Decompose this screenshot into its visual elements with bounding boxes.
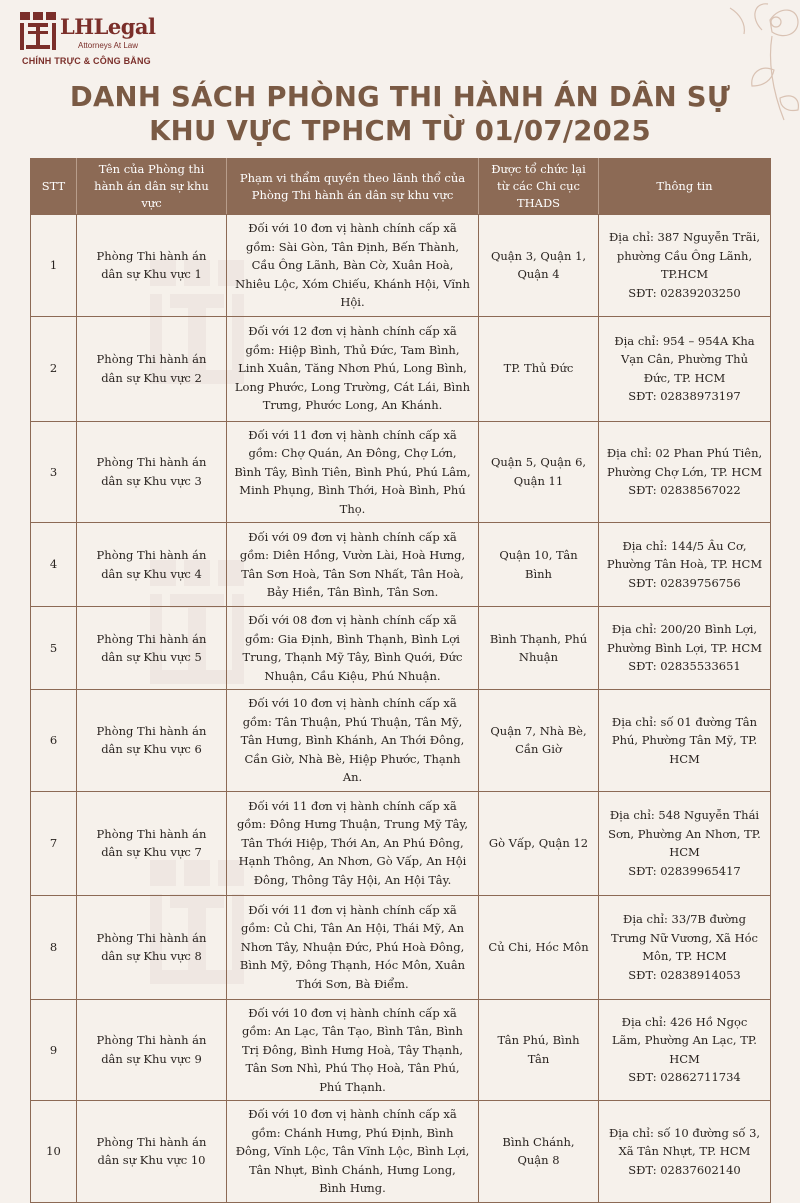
table-row [31,523,771,607]
cell-from: Quận 7, Nhà Bè, Cần Giờ [479,690,599,792]
header-name: Tên của Phòng thi hành án dân sự khu vực [77,159,227,215]
cell-from: Gò Vấp, Quận 12 [479,791,599,895]
lh-logo-icon [20,12,56,50]
cell-from: Tân Phú, Bình Tân [479,999,599,1101]
info-phone: SĐT: 02838914053 [628,967,741,982]
table-header-row [31,159,771,215]
info-phone: SĐT: 02839203250 [628,285,741,300]
brand-subtitle: Attorneys At Law [78,41,139,50]
info-phone: SĐT: 02835533651 [628,659,741,674]
cell-stt: 10 [31,1101,77,1203]
cell-name: Phòng Thi hành án dân sự Khu vực 8 [77,895,227,999]
header-stt: STT [31,159,77,215]
cell-scope: Đối với 10 đơn vị hành chính cấp xã gồm: Sài Gòn, Tân Định, Bến Thành, Cầu Ông Lãnh, Bàn Cờ, Xuân Hoà, Nhiêu Lộc, Xóm Chiếu, Khánh Hội, Vĩnh Hội. [227,215,479,317]
cell-info [599,1101,771,1203]
info-address: Địa chỉ: 387 Nguyễn Trãi, phường Cầu Ông Lãnh, TP.HCM [609,230,760,282]
table-row [31,999,771,1101]
info-address: Địa chỉ: số 01 đường Tân Phú, Phường Tân Mỹ, TP. HCM [611,714,758,766]
cell-name: Phòng Thi hành án dân sự Khu vực 6 [77,690,227,792]
cell-info [599,215,771,317]
cell-stt: 7 [31,791,77,895]
brand-name: LHLegal [60,14,156,39]
cell-stt: 4 [31,523,77,607]
info-address: Địa chỉ: 02 Phan Phú Tiên, Phường Chợ Lớn, TP. HCM [606,446,763,479]
brand-slogan: CHÍNH TRỰC & CÔNG BẰNG [22,56,151,66]
info-phone: SĐT: 02838973197 [628,389,741,403]
cell-stt: 6 [31,690,77,792]
cell-from: Quận 5, Quận 6, Quận 11 [479,421,599,523]
cell-info [599,791,771,895]
table-row [31,690,771,792]
cell-stt: 1 [31,215,77,317]
cell-stt: 3 [31,421,77,523]
info-phone: SĐT: 02838567022 [628,483,741,497]
table-row [31,607,771,690]
table-row [31,316,771,421]
cell-info [599,895,771,999]
cell-scope: Đối với 09 đơn vị hành chính cấp xã gồm: Diên Hồng, Vườn Lài, Hoà Hưng, Tân Sơn Hoà, Tân Sơn Nhất, Tân Hoà, Bảy Hiền, Tân Bình, Tân Sơn. [227,523,479,607]
info-phone: SĐT: 02839965417 [628,863,741,878]
table-row [31,895,771,999]
table-row [31,1101,771,1203]
cell-name: Phòng Thi hành án dân sự Khu vực 3 [77,421,227,523]
cell-stt: 5 [31,607,77,690]
cell-scope: Đối với 11 đơn vị hành chính cấp xã gồm: Đông Hưng Thuận, Trung Mỹ Tây, Tân Thới Hiệp, Thới An, An Phú Đông, Hạnh Thông, An Nhơn, Gò Vấp, An Hội Đông, Thông Tây Hội, An Hội Tây. [227,791,479,895]
info-address: Địa chỉ: 200/20 Bình Lợi, Phường Bình Lợi, TP. HCM [606,622,763,655]
info-address: Địa chỉ: 144/5 Âu Cơ, Phường Tân Hoà, TP. HCM [606,538,763,572]
cell-scope: Đối với 11 đơn vị hành chính cấp xã gồm: Chợ Quán, An Đông, Chợ Lớn, Bình Tây, Bình Tiên, Bình Phú, Phú Lâm, Minh Phụng, Bình Thới, Hoà Bình, Phú Thọ. [227,421,479,523]
table-row [31,421,771,523]
title-line-1: DANH SÁCH PHÒNG THI HÀNH ÁN DÂN SỰ [69,81,731,113]
cell-info [599,523,771,607]
cell-name: Phòng Thi hành án dân sự Khu vực 1 [77,215,227,317]
cell-scope: Đối với 11 đơn vị hành chính cấp xã gồm: Củ Chi, Tân An Hội, Thái Mỹ, An Nhơn Tây, Nhuận Đức, Phú Hoà Đông, Bình Mỹ, Đông Thạnh, Hóc Môn, Xuân Thới Sơn, Bà Điểm. [227,895,479,999]
cell-scope: Đối với 08 đơn vị hành chính cấp xã gồm: Gia Định, Bình Thạnh, Bình Lợi Trung, Thạnh Mỹ Tây, Bình Quới, Đức Nhuận, Cầu Kiệu, Phú Nhuận. [227,607,479,690]
cell-name: Phòng Thi hành án dân sự Khu vực 10 [77,1101,227,1203]
header-info: Thông tin [599,159,771,215]
cell-scope: Đối với 10 đơn vị hành chính cấp xã gồm: Tân Thuận, Phú Thuận, Tân Mỹ, Tân Hưng, Bình Khánh, An Thới Đông, Cần Giờ, Nhà Bè, Hiệp Phước, Thạnh An. [227,690,479,792]
cell-name: Phòng Thi hành án dân sự Khu vực 5 [77,607,227,690]
cell-from: TP. Thủ Đức [479,316,599,421]
cell-name: Phòng Thi hành án dân sự Khu vực 2 [77,316,227,421]
cell-stt: 8 [31,895,77,999]
cell-name: Phòng Thi hành án dân sự Khu vực 4 [77,523,227,607]
cell-scope: Đối với 10 đơn vị hành chính cấp xã gồm: An Lạc, Tân Tạo, Bình Tân, Bình Trị Đông, Bình Hưng Hoà, Tây Thạnh, Tân Sơn Nhì, Phú Thọ Hoà, Tân Phú, Phú Thạnh. [227,999,479,1101]
cell-name: Phòng Thi hành án dân sự Khu vực 9 [77,999,227,1101]
cell-from: Bình Thạnh, Phú Nhuận [479,607,599,690]
page-title [0,80,800,148]
cell-from: Củ Chi, Hóc Môn [479,895,599,999]
cell-info [599,421,771,523]
header-from: Được tổ chức lại từ các Chi cục THADS [479,159,599,215]
cell-stt: 9 [31,999,77,1101]
title-line-2: KHU VỰC TPHCM TỪ 01/07/2025 [149,115,651,147]
brand-logo[interactable] [20,12,180,72]
cell-info [599,607,771,690]
info-address: Địa chỉ: 426 Hồ Ngọc Lãm, Phường An Lạc, TP. HCM [612,1014,757,1066]
info-phone: SĐT: 02862711734 [628,1070,741,1085]
cell-info [599,690,771,792]
table-row [31,791,771,895]
cell-from: Bình Chánh, Quận 8 [479,1101,599,1203]
cell-info [599,316,771,421]
cell-scope: Đối với 12 đơn vị hành chính cấp xã gồm: Hiệp Bình, Thủ Đức, Tam Bình, Linh Xuân, Tăng Nhơn Phú, Long Bình, Long Phước, Long Trường, Cát Lái, Bình Trưng, Phước Long, An Khánh. [227,316,479,421]
info-address: Địa chỉ: 548 Nguyễn Thái Sơn, Phường An Nhơn, TP. HCM [608,808,761,859]
cell-info [599,999,771,1101]
info-phone: SĐT: 02837602140 [628,1162,741,1177]
table-row [31,215,771,317]
header-scope: Phạm vi thẩm quyền theo lãnh thổ của Phòng Thi hành án dân sự khu vực [227,159,479,215]
info-address: Địa chỉ: 33/7B đường Trưng Nữ Vương, Xã Hóc Môn, TP. HCM [611,912,758,963]
cell-name: Phòng Thi hành án dân sự Khu vực 7 [77,791,227,895]
cell-from: Quận 3, Quận 1, Quận 4 [479,215,599,317]
info-address: Địa chỉ: 954 – 954A Kha Vạn Cân, Phường Thủ Đức, TP. HCM [614,333,755,385]
info-address: Địa chỉ: số 10 đường số 3, Xã Tân Nhựt, TP. HCM [608,1125,761,1158]
info-phone: SĐT: 02839756756 [628,575,741,590]
page-header [0,0,800,156]
cell-stt: 2 [31,316,77,421]
agency-table [30,158,771,1203]
cell-from: Quận 10, Tân Bình [479,523,599,607]
cell-scope: Đối với 10 đơn vị hành chính cấp xã gồm: Chánh Hưng, Phú Định, Bình Đông, Vĩnh Lộc, Tân Vĩnh Lộc, Bình Lợi, Tân Nhựt, Bình Chánh, Hưng Long, Bình Hưng. [227,1101,479,1203]
